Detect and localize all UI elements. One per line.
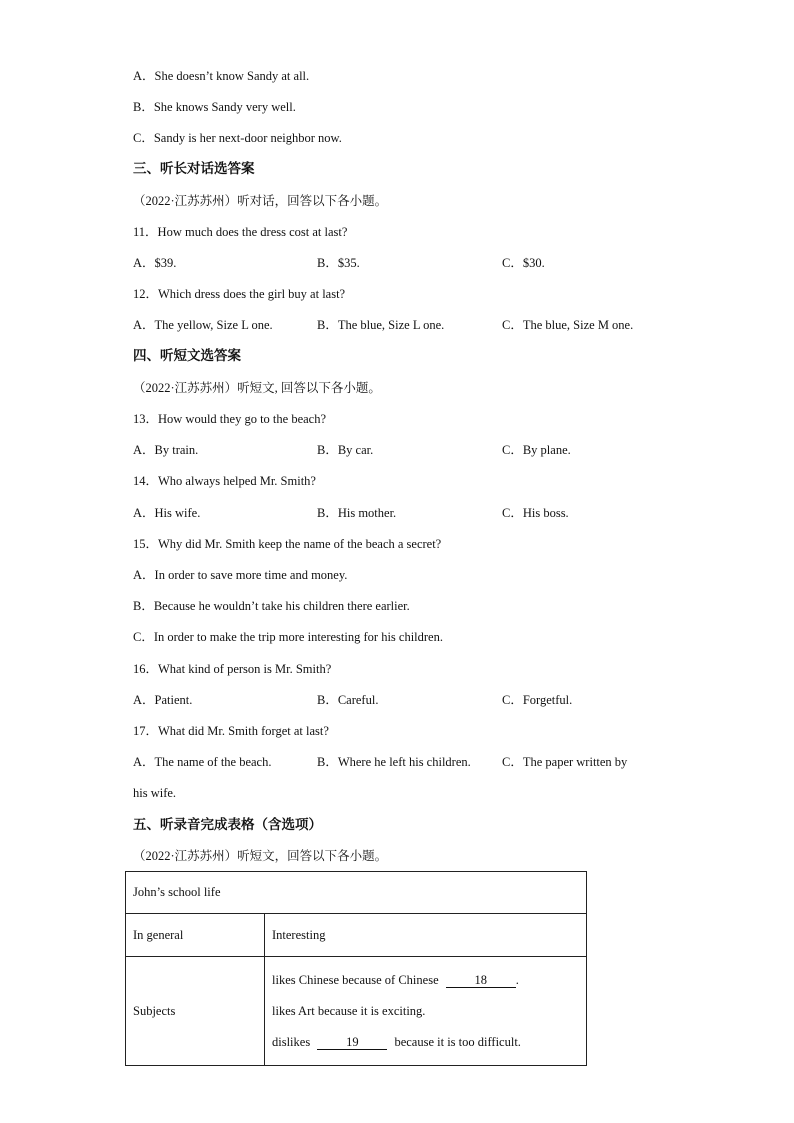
option-b: B．She knows Sandy very well. (133, 100, 296, 114)
option-b: B．By car. (317, 443, 374, 457)
subjects-text: because it is too difficult. (394, 1035, 521, 1049)
question-16: 16．What kind of person is Mr. Smith? (133, 662, 332, 676)
option-a: A．In order to save more time and money. (133, 568, 348, 582)
option-b: B．Careful. (317, 693, 379, 707)
subjects-text: dislikes (272, 1035, 311, 1049)
subjects-cell (265, 957, 587, 1066)
subjects-line-3 (272, 1034, 586, 1050)
question-17: 17．What did Mr. Smith forget at last? (133, 724, 329, 738)
section-source: （2022·江苏苏州）听短文, 回答以下各小题。 (133, 381, 381, 395)
option-a: A．The name of the beach. (133, 755, 272, 769)
question-14: 14．Who always helped Mr. Smith? (133, 474, 316, 488)
row-value-general: Interesting (265, 914, 587, 957)
option-a: A．Patient. (133, 693, 193, 707)
section-heading: 三、听长对话选答案 (133, 161, 255, 177)
table-title: John’s school life (126, 872, 587, 914)
question-13: 13．How would they go to the beach? (133, 412, 327, 426)
option-b: B．Because he wouldn’t take his children there earlier. (133, 599, 410, 613)
option-b: B．Where he left his children. (317, 755, 471, 769)
option-a: A．$39. (133, 256, 177, 270)
subjects-text: . (515, 973, 519, 987)
option-a: A．By train. (133, 443, 199, 457)
section-source: （2022·江苏苏州）听对话，回答以下各小题。 (133, 194, 388, 208)
option-c: C．Sandy is her next-door neighbor now. (133, 131, 342, 145)
section-source: （2022·江苏苏州）听短文，回答以下各小题。 (133, 849, 388, 863)
subjects-line-2: likes Art because it is exciting. (272, 1004, 426, 1018)
option-c: C．$30. (502, 256, 545, 270)
subjects-text: likes Chinese because of Chinese (272, 973, 439, 987)
question-12: 12．Which dress does the girl buy at last? (133, 287, 346, 301)
subjects-line-1 (272, 972, 586, 988)
option-c: C．His boss. (502, 506, 569, 520)
answer-blank-18[interactable]: 18 (446, 974, 516, 988)
row-label-subjects: Subjects (126, 957, 265, 1066)
option-c: C．Forgetful. (502, 693, 573, 707)
option-c: C．In order to make the trip more interesting for his children. (133, 630, 443, 644)
option-a: A．The yellow, Size L one. (133, 318, 273, 332)
question-15: 15．Why did Mr. Smith keep the name of the beach a secret? (133, 537, 442, 551)
option-c: C．By plane. (502, 443, 571, 457)
option-a: A．His wife. (133, 506, 201, 520)
question-11: 11．How much does the dress cost at last? (133, 225, 348, 239)
option-a: A．She doesn’t know Sandy at all. (133, 69, 310, 83)
row-label-general: In general (126, 914, 265, 957)
option-b: B．His mother. (317, 506, 397, 520)
section-heading: 五、听录音完成表格（含选项） (133, 817, 322, 833)
option-c-continued: his wife. (133, 786, 177, 800)
answer-blank-19[interactable]: 19 (317, 1036, 387, 1050)
option-c: C．The paper written by (502, 755, 628, 769)
option-b: B．The blue, Size L one. (317, 318, 445, 332)
section-heading: 四、听短文选答案 (133, 348, 241, 364)
school-life-table (125, 871, 587, 1066)
option-b: B．$35. (317, 256, 360, 270)
option-c: C．The blue, Size M one. (502, 318, 634, 332)
